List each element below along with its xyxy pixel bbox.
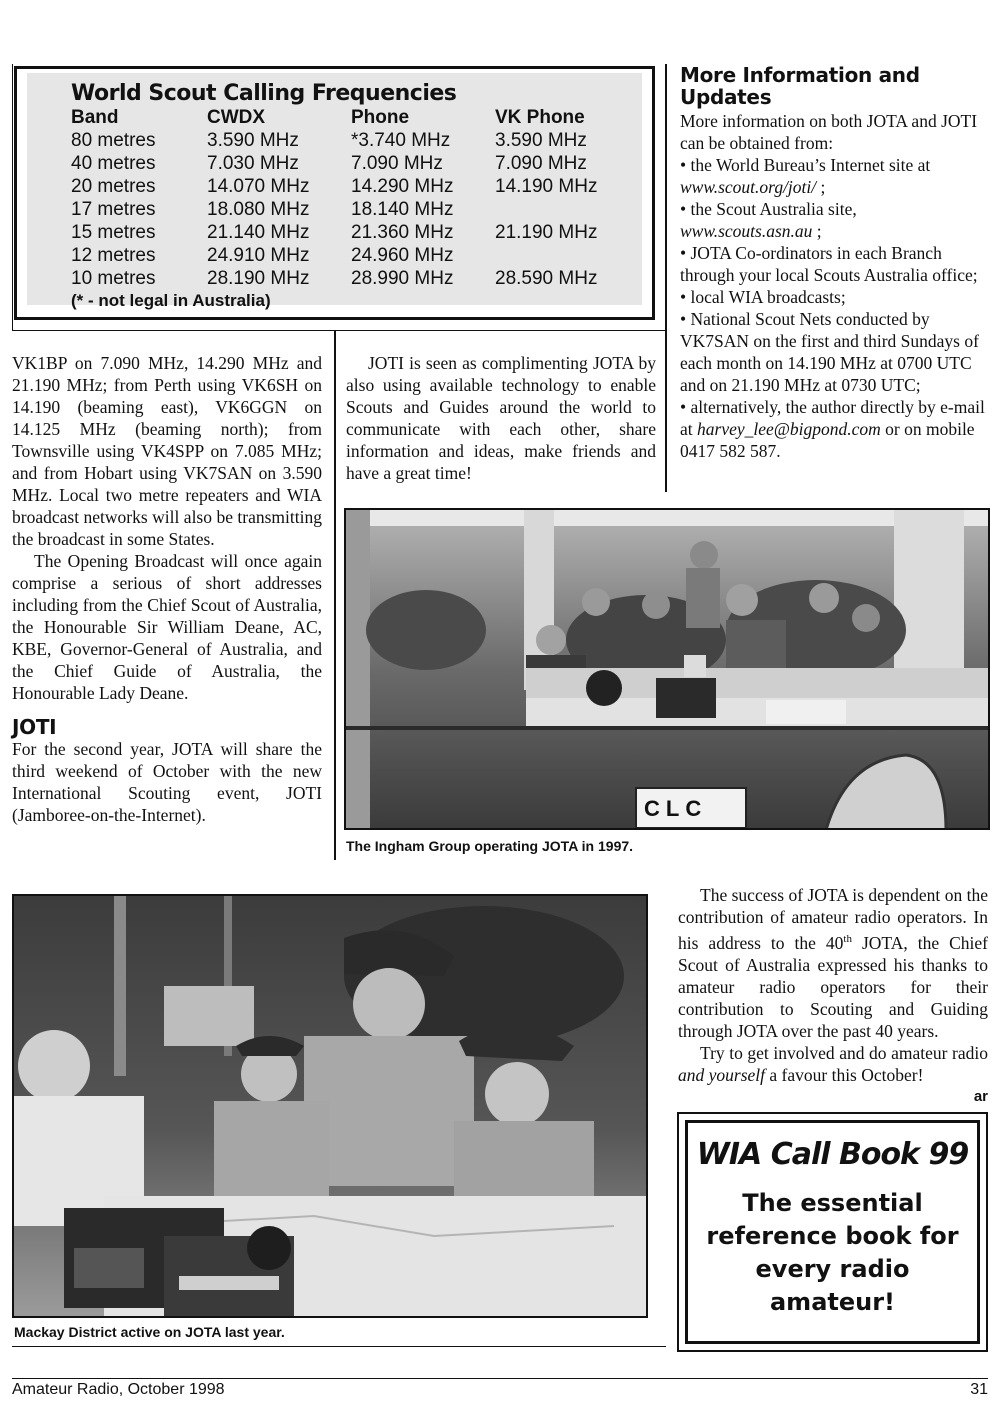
more-information-column [680, 64, 990, 462]
callbook-ad-line: amateur! [769, 1288, 895, 1316]
band-cell: 15 metres [71, 222, 156, 243]
footer-rule [12, 1378, 988, 1379]
phone-cell: *3.740 MHz [351, 130, 451, 151]
phone-cell: 7.090 MHz [351, 153, 443, 174]
broadcast-stations-paragraph: VK1BP on 7.090 MHz, 14.290 MHz and 21.190 MHz; from Perth using VK6SH on 14.190 (beaming east), VK6GGN on 14.125 MHz (beaming north); from Townsville using VK4SPP on 7.085 MHz; and from Hobart using VK7SAN on 3.590 MHz. Local two metre repeaters and WIA broadcast networks will also be transmitting the broadcast in some States. [12, 353, 322, 549]
table-row [71, 199, 631, 222]
table-row [71, 176, 631, 199]
callbook-advertisement-frame [685, 1120, 980, 1344]
band-cell: 20 metres [71, 176, 156, 197]
mackay-district-photo-art [14, 896, 648, 1318]
list-item: • the Scout Australia site, www.scouts.asn.au ; [680, 199, 857, 241]
list-item: • JOTA Co-ordinators in each Branch through your local Scouts Australia office; [680, 243, 978, 285]
table-row [71, 268, 631, 291]
band-cell: 12 metres [71, 245, 156, 266]
vk-phone-cell: 3.590 MHz [495, 130, 587, 151]
callbook-advertisement [677, 1112, 988, 1352]
phone-cell: 14.290 MHz [351, 176, 454, 197]
ingham-group-photo [344, 508, 990, 830]
vk-phone-cell: 21.190 MHz [495, 222, 598, 243]
frequency-table-background [27, 73, 642, 310]
table-frame-rule [12, 64, 13, 330]
header-cwdx: CWDX [207, 107, 266, 128]
photo-bottom-rule [12, 1346, 666, 1347]
sign-off: ar [973, 1087, 988, 1105]
callbook-ad-line: The essential [742, 1189, 923, 1217]
callbook-ad-body [688, 1187, 977, 1319]
cwdx-cell: 21.140 MHz [207, 222, 310, 243]
get-involved-paragraph: Try to get involved and do amateur radio and yourself a favour this October! [678, 1042, 988, 1085]
callbook-ad-line: reference book for [706, 1222, 959, 1250]
mid-article-column [346, 352, 656, 484]
phone-cell: 24.960 MHz [351, 245, 454, 266]
band-cell: 17 metres [71, 199, 156, 220]
ingham-group-photo-art [346, 510, 990, 830]
header-band: Band [71, 107, 119, 128]
footer-publication: Amateur Radio, October 1998 [12, 1381, 225, 1398]
band-cell: 80 metres [71, 130, 156, 151]
table-row [71, 153, 631, 176]
header-phone: Phone [351, 107, 410, 128]
mackay-photo-caption: Mackay District active on JOTA last year. [14, 1324, 285, 1340]
phone-cell: 28.990 MHz [351, 268, 454, 289]
frequency-table-header [71, 107, 631, 130]
more-information-intro: More information on both JOTA and JOTI can be obtained from: [680, 111, 978, 153]
column-divider [665, 64, 667, 492]
list-item: • local WIA broadcasts; [680, 287, 846, 307]
frequency-table-title: World Scout Calling Frequencies [71, 81, 457, 106]
table-row [71, 130, 631, 153]
band-cell: 10 metres [71, 268, 156, 289]
table-bottom-rule [12, 330, 666, 331]
left-article-column [12, 352, 322, 826]
joti-intro-paragraph: For the second year, JOTA will share the third weekend of October with the new International Scouting event, JOTI (Jamboree-on-the-Internet). [12, 739, 322, 825]
mackay-district-photo [12, 894, 648, 1318]
cwdx-cell: 7.030 MHz [207, 153, 299, 174]
jota-success-paragraph: The success of JOTA is dependent on the contribution of amateur radio operators. In his address to the 40th JOTA, the Chief Scout of Australia expressed his thanks to amateur radio operators for their contribution to Scouting and Guiding through JOTA over the past 40 years. [678, 885, 988, 1041]
opening-broadcast-paragraph: The Opening Broadcast will once again comprise a serious of short addresses including from the Chief Scout of Australia, the Honourable Sir William Deane, AC, KBE, Governor-General of Australia, and the Chief Guide of Australia, the Honourable Lady Deane. [12, 551, 322, 703]
joti-heading: JOTI [12, 715, 57, 739]
list-item: • alternatively, the author directly by e-mail at harvey_lee@bigpond.com or on mobile 0417 582 587. [680, 397, 985, 461]
frequency-table-note: (* - not legal in Australia) [71, 291, 271, 310]
frequency-table [14, 66, 655, 320]
vk-phone-cell: 28.590 MHz [495, 268, 598, 289]
table-row [71, 222, 631, 245]
cwdx-cell: 24.910 MHz [207, 245, 310, 266]
list-item: • National Scout Nets conducted by VK7SAN on the first and third Sundays of each month on 14.190 MHz at 0700 UTC and on 21.190 MHz at 0730 UTC; [680, 309, 979, 395]
vk-phone-cell: 7.090 MHz [495, 153, 587, 174]
cwdx-cell: 14.070 MHz [207, 176, 310, 197]
cwdx-cell: 28.190 MHz [207, 268, 310, 289]
cwdx-cell: 18.080 MHz [207, 199, 310, 220]
phone-cell: 21.360 MHz [351, 222, 454, 243]
more-information-heading: More Information and Updates [680, 63, 920, 109]
clc-sign: CLC [644, 796, 708, 821]
table-row [71, 245, 631, 268]
ingham-photo-caption: The Ingham Group operating JOTA in 1997. [346, 838, 634, 854]
band-cell: 40 metres [71, 153, 156, 174]
closing-column [678, 884, 988, 1108]
page-number: 31 [970, 1381, 988, 1398]
world-bureau-url[interactable]: www.scout.org/joti/ [680, 177, 817, 197]
vk-phone-cell: 14.190 MHz [495, 176, 598, 197]
phone-cell: 18.140 MHz [351, 199, 454, 220]
callbook-ad-line: every radio [755, 1255, 910, 1283]
cwdx-cell: 3.590 MHz [207, 130, 299, 151]
joti-description-paragraph: JOTI is seen as complimenting JOTA by also using available technology to enable Scouts and Guides around the world to communicate with each other, share information and ideas, make friends and have a great time! [346, 353, 656, 483]
list-item: • the World Bureau’s Internet site at www.scout.org/joti/ ; [680, 155, 931, 197]
callbook-ad-title: WIA Call Book 99 [696, 1137, 969, 1172]
header-vk-phone: VK Phone [495, 107, 585, 128]
author-email[interactable]: harvey_lee@bigpond.com [697, 419, 881, 439]
scouts-australia-url[interactable]: www.scouts.asn.au [680, 221, 813, 241]
column-divider [334, 330, 336, 860]
